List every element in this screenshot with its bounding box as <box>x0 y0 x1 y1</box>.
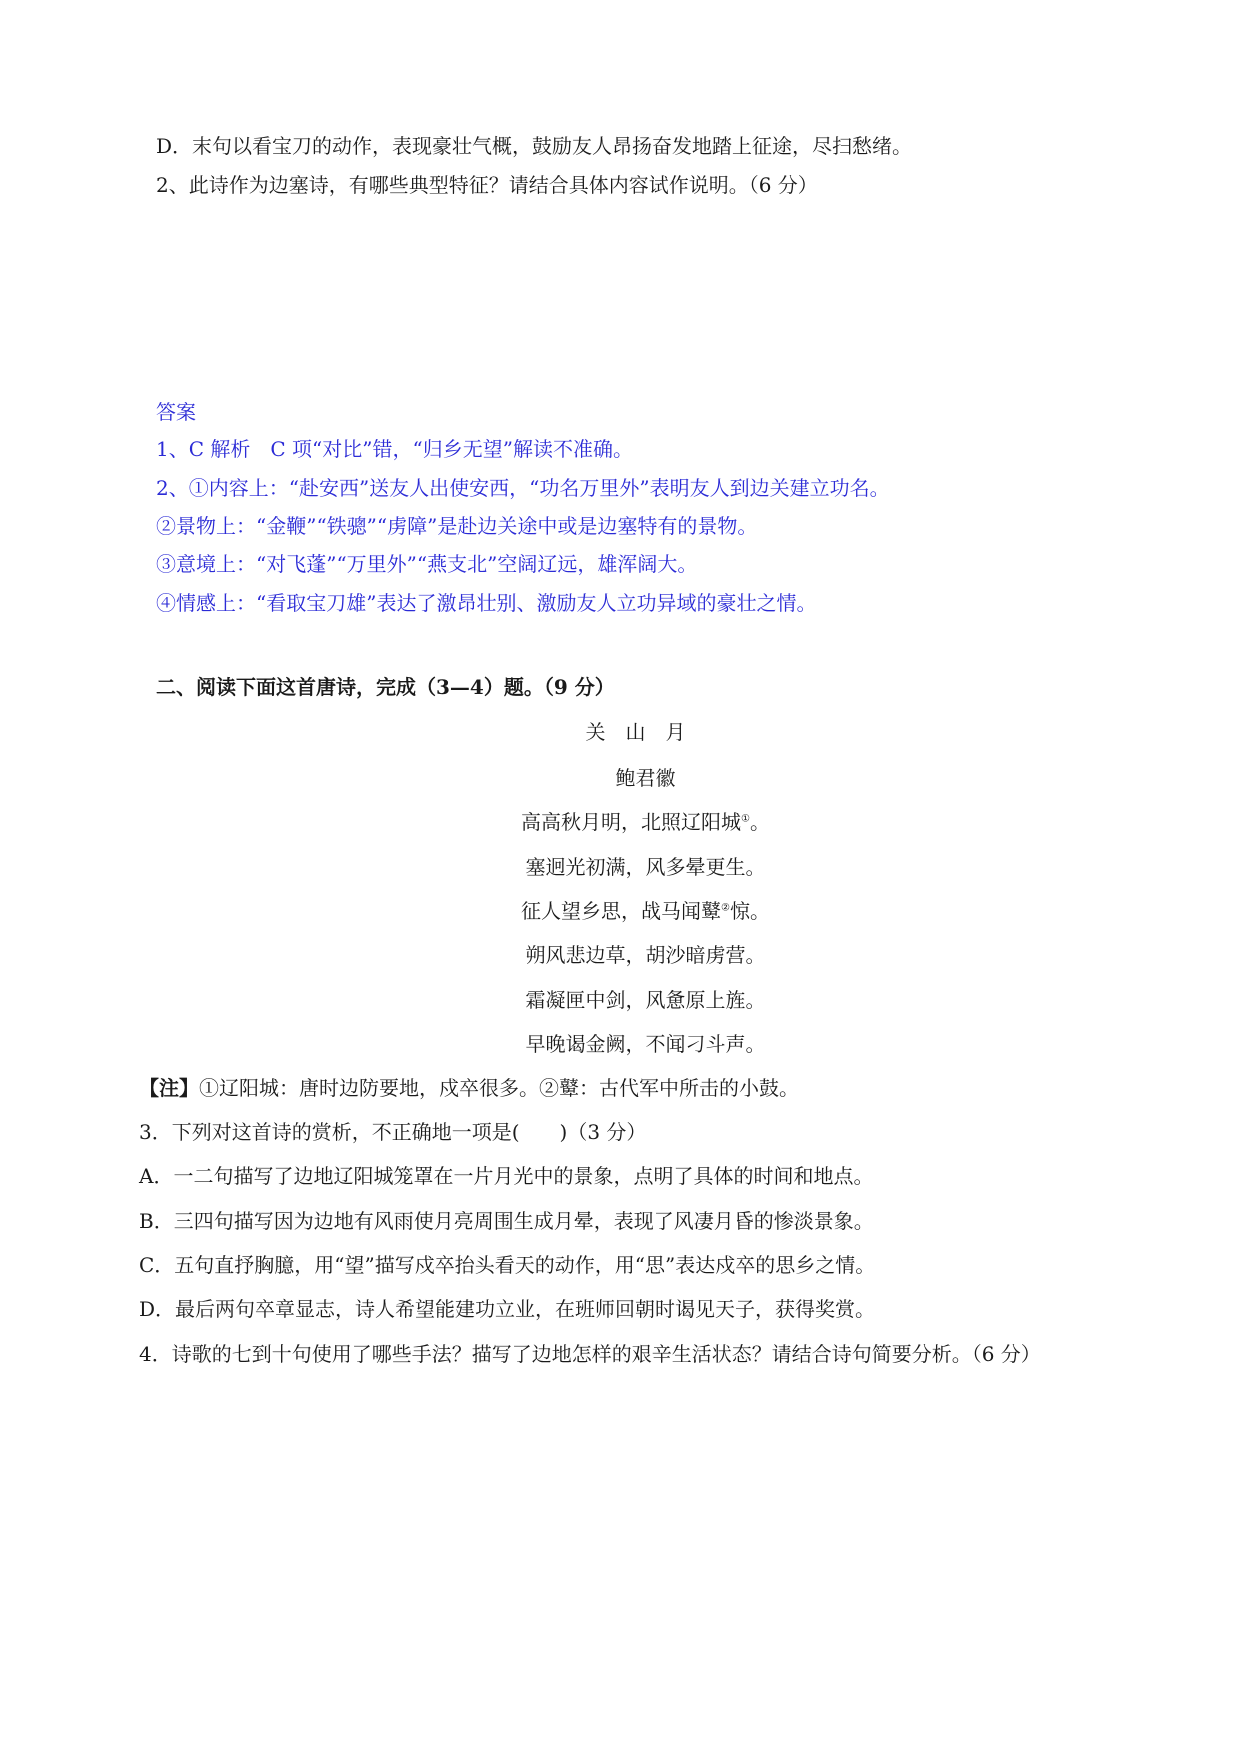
poem-line: 早晚谒金阙，不闻刁斗声。 <box>525 1032 766 1056</box>
q3-option: A．一二句描写了边地辽阳城笼罩在一片月光中的景象，点明了具体的时间和地点。 <box>139 1164 874 1188</box>
poem-line: 高高秋月明，北照辽阳城①。 <box>521 810 770 834</box>
q3-option: C．五句直抒胸臆，用“望”描写戍卒抬头看天的动作，用“思”表达戍卒的思乡之情。 <box>139 1253 876 1277</box>
poem-author: 鲍君徽 <box>615 766 676 790</box>
q2-question: 2、此诗作为边塞诗，有哪些典型特征？请结合具体内容试作说明。（6 分） <box>156 173 818 197</box>
notes-label: 【注】 <box>139 1076 199 1100</box>
footnote-marker: ① <box>741 813 750 825</box>
answer-heading: 答案 <box>156 400 196 424</box>
section-heading: 二、阅读下面这首唐诗，完成（3—4）题。（9 分） <box>156 675 615 699</box>
q3-option: B．三四句描写因为边地有风雨使月亮周围生成月晕，表现了风凄月昏的惨淡景象。 <box>139 1209 874 1233</box>
poem-line: 霜凝匣中剑，风惫原上旌。 <box>525 988 766 1012</box>
answer-line: 2、①内容上：“赴安西”送友人出使安西，“功名万里外”表明友人到边关建立功名。 <box>156 476 890 500</box>
poem-notes <box>139 1075 799 1101</box>
poem-title: 关山月 <box>585 720 706 744</box>
poem-line: 塞迥光初满，风多晕更生。 <box>525 855 766 879</box>
q3-option: D．最后两句卒章显志，诗人希望能建功立业，在班师回朝时谒见天子，获得奖赏。 <box>139 1297 876 1321</box>
notes-text: ①辽阳城：唐时边防要地，戍卒很多。②鼙：古代军中所击的小鼓。 <box>199 1076 799 1100</box>
poem-line: 征人望乡思，战马闻鼙②惊。 <box>521 899 770 923</box>
answer-line: ③意境上：“对飞蓬”“万里外”“燕支北”空阔辽远，雄浑阔大。 <box>156 552 698 576</box>
poem-line: 朔风悲边草，胡沙暗虏营。 <box>525 943 766 967</box>
q3-stem: 3．下列对这首诗的赏析，不正确地一项是( )（3 分） <box>139 1120 647 1144</box>
answer-line: ④情感上：“看取宝刀雄”表达了激昂壮别、激励友人立功异域的豪壮之情。 <box>156 591 817 615</box>
q1-option-d: D．末句以看宝刀的动作，表现豪壮气概，鼓励友人昂扬奋发地踏上征途，尽扫愁绪。 <box>156 134 913 158</box>
answer-line: ②景物上：“金鞭”“铁骢”“虏障”是赴边关途中或是边塞特有的景物。 <box>156 514 758 538</box>
answer-line: 1、C 解析 C 项“对比”错，“归乡无望”解读不准确。 <box>156 437 633 461</box>
footnote-marker: ② <box>721 902 730 914</box>
q4-question: 4．诗歌的七到十句使用了哪些手法？描写了边地怎样的艰辛生活状态？请结合诗句简要分析。（6 分） <box>139 1342 1041 1366</box>
